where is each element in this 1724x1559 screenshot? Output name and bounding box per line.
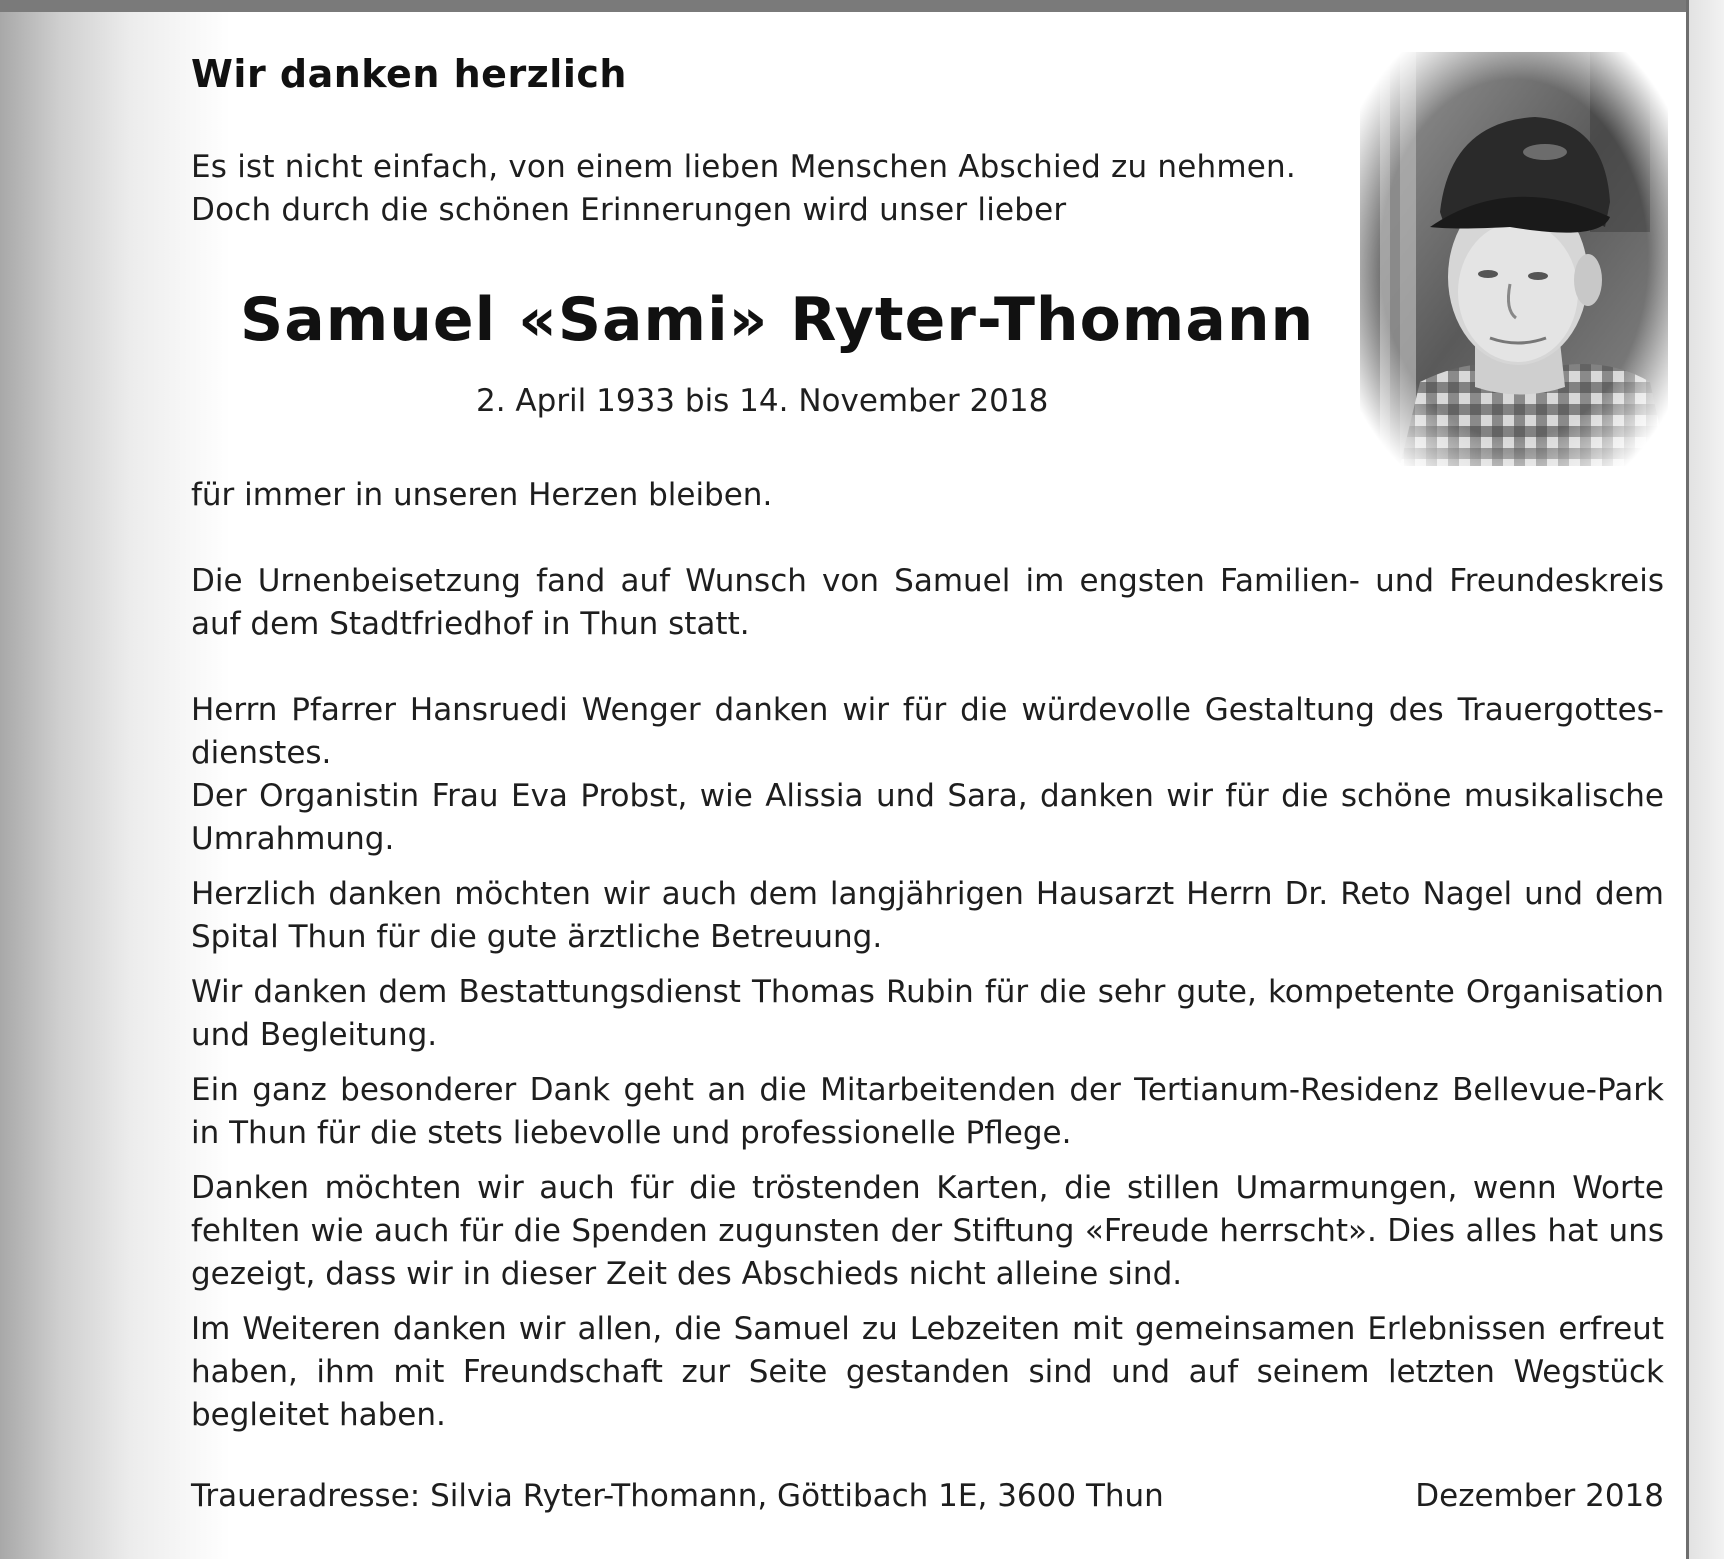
paragraph-organist: Der Organistin Frau Eva Probst, wie Alissia und Sara, danken wir für die schöne musikalische Umrahmung. (191, 778, 1664, 857)
paragraph-friends: Im Weiteren danken wir allen, die Samuel zu Lebzeiten mit gemeinsamen Erlebnissen erfreut haben, ihm mit Freundschaft zur Seite gestanden sind und auf seinem letzten Wegstück begleitet haben. (191, 1311, 1664, 1433)
paragraph-care-home: Ein ganz besonderer Dank geht an die Mitarbeitenden der Tertianum-Residenz Bellevue-Park in Thun für die stets liebevolle und professionelle Pflege. (191, 1072, 1664, 1151)
top-border (0, 0, 1724, 12)
paragraph-pastor: Herrn Pfarrer Hansruedi Wenger danken wir für die würdevolle Gestaltung des Trauergottes-dienstes. (191, 692, 1664, 771)
life-dates: 2. April 1933 bis 14. November 2018 (476, 383, 1049, 419)
right-border (1686, 0, 1724, 1559)
paragraph-burial: Die Urnenbeisetzung fand auf Wunsch von Samuel im engsten Familien- und Freundeskreis auf dem Stadtfriedhof in Thun statt. (191, 563, 1664, 642)
intro-text (191, 146, 1296, 232)
intro-line-1: Es ist nicht einfach, von einem lieben Menschen Abschied zu nehmen. (191, 149, 1296, 185)
heading: Wir danken herzlich (191, 52, 627, 96)
portrait-photo-icon (1360, 52, 1668, 466)
publication-date: Dezember 2018 (1415, 1478, 1664, 1514)
paragraph-cards-donations: Danken möchten wir auch für die tröstenden Karten, die stillen Umarmungen, wenn Worte fehlten wie auch für die Spenden zugunsten der Stiftung «Freude herrscht». Dies alles hat uns gezeigt, dass wir in dieser Zeit des Abschieds nicht alleine sind. (191, 1170, 1664, 1292)
thanks-body (191, 474, 1664, 1437)
paragraph-memory: für immer in unseren Herzen bleiben. (191, 477, 773, 513)
mourning-address: Traueradresse: Silvia Ryter-Thomann, Göttibach 1E, 3600 Thun (191, 1478, 1164, 1514)
deceased-name: Samuel «Sami» Ryter-Thomann (240, 285, 1315, 355)
paragraph-doctor: Herzlich danken möchten wir auch dem langjährigen Hausarzt Herrn Dr. Reto Nagel und dem Spital Thun für die gute ärztliche Betreuung. (191, 876, 1664, 955)
intro-line-2: Doch durch die schönen Erinnerungen wird unser lieber (191, 192, 1067, 228)
paragraph-funeral-service: Wir danken dem Bestattungsdienst Thomas Rubin für die sehr gute, kompetente Organisation und Begleitung. (191, 974, 1664, 1053)
